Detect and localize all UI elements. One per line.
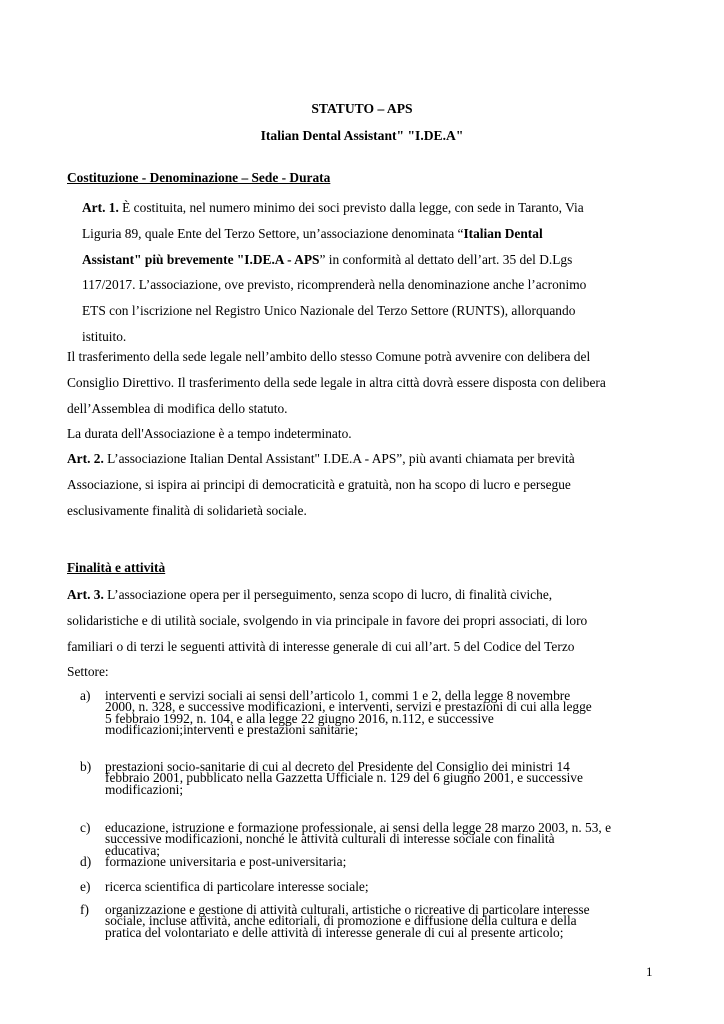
article-label: Art. 2. [67,451,104,466]
paragraph-durata: La durata dell'Associazione è a tempo indeterminato. [67,426,352,441]
article-text: solidaristiche e di utilità sociale, svolgendo in via principale in favore dei propri associati, di loro [67,612,588,628]
list-item [80,881,660,892]
article-text: familiari o di terzi le seguenti attività di interesse generale di cui all’art. 5 del Codice del Terzo [67,638,575,654]
list-item-line: formazione universitaria e post-universitaria; [105,854,347,869]
article-text: 117/2017. L’associazione, ove previsto, ricomprenderà nella denominazione anche l’acronimo [82,277,587,293]
list-item [80,690,660,736]
section-heading-costituzione: Costituzione - Denominazione – Sede - Durata [67,170,331,185]
article-text: È costituita, nel numero minimo dei soci previsto dalla legge, con sede in Taranto, Via [118,200,584,215]
paragraph-line: dell’Assemblea di modifica dello statuto. [67,400,288,416]
list-item [80,856,660,867]
article-2 [67,446,662,523]
list-item-line: pratica del volontariato e delle attività di interesse generale di cui al presente articolo; [105,924,564,940]
article-text: L’associazione Italian Dental Assistant" I.DE.A - APS”, più avanti chiamata per brevità [103,451,575,466]
article-text: Settore: [67,664,109,680]
list-item-line: sociale, incluse attività, anche editoriali, di promozione e diffusione della cultura e della [105,913,577,929]
paragraph-line: Consiglio Direttivo. Il trasferimento della sede legale in altra città dovrà essere disposta con delibera [67,374,606,390]
list-item-line: interventi e servizi sociali ai sensi dell’articolo 1, commi 1 e 2, della legge 8 novembre [105,688,571,703]
list-item-line: organizzazione e gestione di attività culturali, artistiche o ricreative di particolare interesse [105,902,590,917]
list-marker: b) [80,759,92,774]
article-text: istituito. [82,328,127,344]
list-item [80,904,660,938]
document-subtitle: Italian Dental Assistant" "I.DE.A" [260,128,464,143]
paragraph-sede [67,344,662,421]
list-item-line: successive modificazioni, nonché le attività culturali di interesse sociale con finalità [105,831,555,847]
article-text: L’associazione opera per il perseguimento, senza scopo di lucro, di finalità civiche, [103,587,553,602]
article-text: Associazione, si ispira ai principi di democraticità e gratuità, non ha scopo di lucro e persegue [67,476,571,492]
document-title: STATUTO – APS [311,101,413,116]
list-item-line: modificazioni;interventi e prestazioni sanitarie; [105,722,359,738]
association-name: Italian Dental [463,225,543,241]
list-marker: a) [80,688,91,703]
article-1 [67,195,667,350]
article-text: esclusivamente finalità di solidarietà sociale. [67,502,307,518]
section-heading-finalita: Finalità e attività [67,560,166,575]
list-marker: c) [80,820,91,835]
list-marker: d) [80,854,92,869]
list-item [80,761,660,795]
list-item-line: 5 febbraio 1992, n. 104, e alla legge 22 giugno 2016, n.112, e successive [105,710,494,726]
article-text: ” in conformità al dettato dell’art. 35 del D.Lgs [319,251,573,267]
list-item-line: educativa; [105,842,161,858]
list-marker: e) [80,879,91,894]
association-name: Assistant" più brevemente "I.DE.A - APS [82,251,320,267]
article-label: Art. 1. [82,200,119,215]
article-text: Liguria 89, quale Ente del Terzo Settore, un’associazione denominata “ [82,225,464,241]
article-label: Art. 3. [67,587,104,602]
list-item [80,822,660,856]
page-number: 1 [646,964,653,979]
list-marker: f) [80,902,89,917]
list-item-line: febbraio 2001, pubblicato nella Gazzetta Ufficiale n. 129 del 6 giugno 2001, e successive [105,770,583,786]
list-item-line: educazione, istruzione e formazione professionale, ai sensi della legge 28 marzo 2003, n. 53, e [105,820,612,835]
list-item-line: prestazioni socio-sanitarie di cui al decreto del Presidente del Consiglio dei ministri 14 [105,759,570,774]
article-text: ETS con l’iscrizione nel Registro Unico Nazionale del Terzo Settore (RUNTS), allorquando [82,303,576,319]
list-item-line: 2000, n. 328, e successive modificazioni, e interventi, servizi e prestazioni di cui alla legge [105,699,592,715]
paragraph-line: Il trasferimento della sede legale nell’ambito dello stesso Comune potrà avvenire con delibera del [67,349,591,364]
list-item-line: modificazioni; [105,781,184,797]
list-item-line: ricerca scientifica di particolare interesse sociale; [105,879,369,894]
article-3 [67,582,662,685]
